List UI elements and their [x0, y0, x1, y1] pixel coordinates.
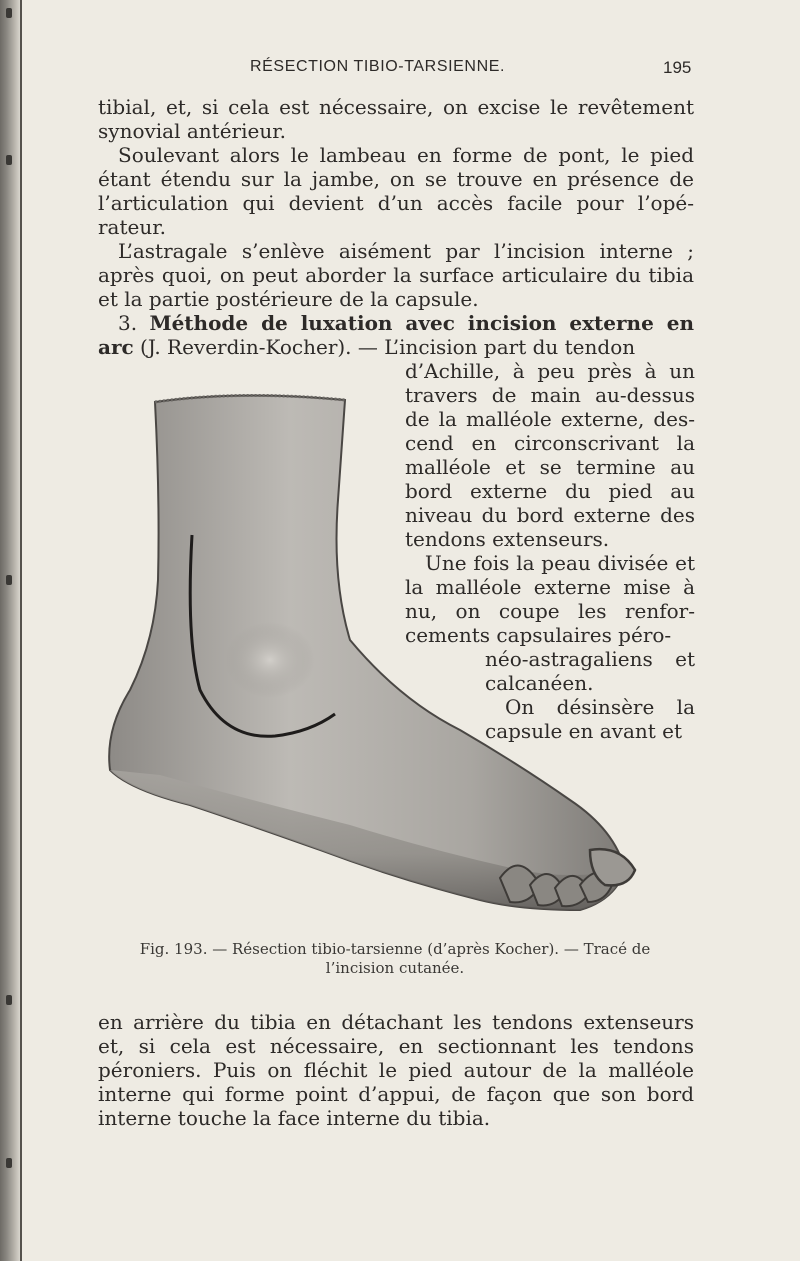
- bottom-text-block: [98, 1010, 694, 1130]
- book-binding: [0, 0, 22, 1261]
- binding-mark: [6, 1158, 12, 1168]
- binding-mark: [6, 575, 12, 585]
- section-text: (J. Reverdin-Kocher). — L’incision part du tendon: [133, 335, 636, 359]
- caption-line: Fig. 193. — Résection tibio-tarsienne (d’après Kocher). — Tracé de: [139, 940, 651, 958]
- top-text-block: [98, 95, 694, 359]
- page-number: 195: [663, 58, 692, 77]
- binding-mark: [6, 8, 12, 18]
- binding-edge: [20, 0, 22, 1261]
- paragraph: L’astragale s’enlève aisément par l’incision interne ; après quoi, on peut aborder la surface articulaire du tibia et la partie postérieure de la capsule.: [98, 239, 694, 311]
- book-page: [40, 0, 800, 1261]
- running-title: RÉSECTION TIBIO-TARSIENNE.: [250, 58, 506, 75]
- section-paragraph: [98, 311, 694, 359]
- section-number: 3.: [118, 311, 138, 335]
- paragraph: en arrière du tibia en détachant les tendons extenseurs et, si cela est nécessaire, en sectionnant les tendons péroniers. Puis on fléchit le pied autour de la malléole interne qui forme point d’appui, de façon que son bord interne touche la face interne du tibia.: [98, 1010, 694, 1130]
- paragraph: Soulevant alors le lambeau en forme de pont, le pied étant étendu sur la jambe, on se trouve en présence de l’articulation qui devient d’un accès facile pour l’opé-rateur.: [98, 143, 694, 239]
- paragraph: On désinsère la capsule en avant et: [485, 695, 695, 743]
- paragraph: néo-astragaliens et calcanéen.: [485, 647, 695, 695]
- paragraph: Une fois la peau divisée et la malléole externe mise à nu, on coupe les renfor-cements capsulaires péro-: [405, 551, 695, 647]
- binding-mark: [6, 155, 12, 165]
- leg-shape: [109, 395, 625, 910]
- section-heading: Méthode de luxation avec incision externe en arc: [98, 311, 695, 359]
- paragraph: d’Achille, à peu près à un travers de main au-dessus de la malléole externe, des-cend en circonscrivant la malléole et se termine au bord externe du pied au niveau du bord externe des tendons extenseurs.: [405, 359, 695, 551]
- paragraph: tibial, et, si cela est nécessaire, on excise le revêtement synovial antérieur.: [98, 95, 694, 143]
- binding-mark: [6, 995, 12, 1005]
- caption-line: l’incision cutanée.: [325, 959, 465, 977]
- foot-illustration: [100, 380, 640, 925]
- figure-caption: [90, 940, 700, 978]
